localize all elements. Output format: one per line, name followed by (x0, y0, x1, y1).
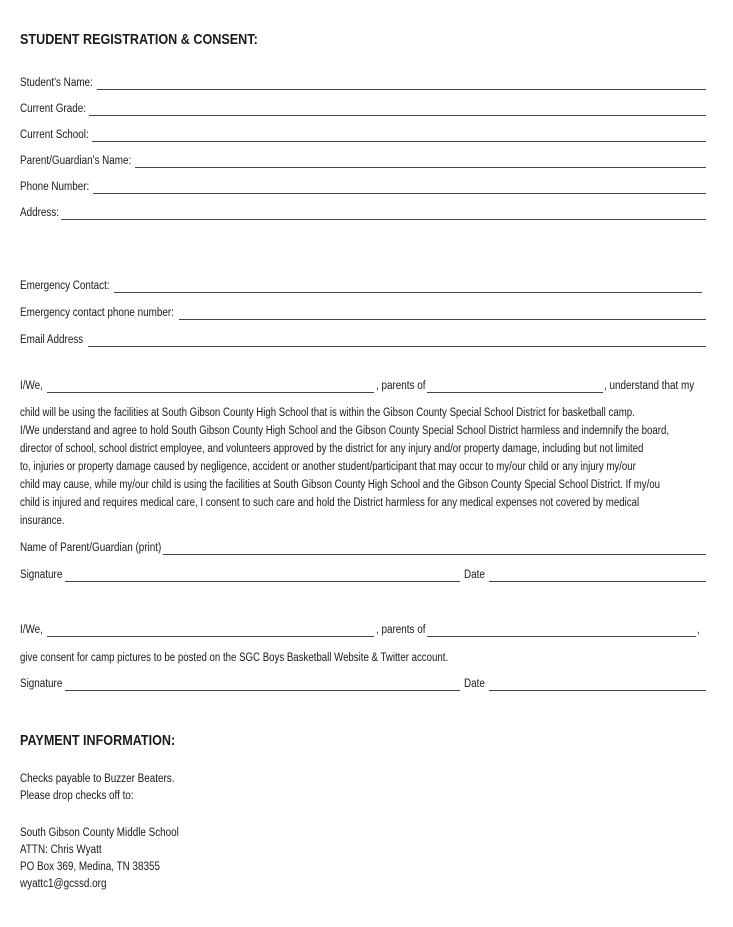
emergency-contact-label: Emergency Contact: (20, 280, 110, 292)
consent2-signature-field[interactable] (65, 679, 460, 691)
consent2-date-label: Date (464, 678, 486, 690)
emergency-phone-field[interactable] (179, 308, 706, 320)
payment-line-1: Checks payable to Buzzer Beaters. (20, 773, 175, 785)
consent2-text-block (20, 649, 710, 667)
consent1-parents-of-label: , parents of (375, 380, 426, 392)
phone-number-row (20, 180, 706, 194)
consent2-signature-row (20, 677, 706, 691)
payment-line-2: Please drop checks off to: (20, 790, 134, 802)
consent1-signature-row (20, 568, 706, 582)
consent1-iwe-label: I/We, (20, 380, 43, 392)
consent2-end-comma: , (696, 624, 700, 636)
consent1-signature-field[interactable] (65, 570, 460, 582)
current-grade-field[interactable] (89, 104, 706, 116)
email-field[interactable] (88, 335, 706, 347)
parent-name-row (20, 154, 706, 168)
consent1-line-7: insurance. (20, 515, 65, 527)
current-grade-label: Current Grade: (20, 103, 86, 115)
current-school-label: Current School: (20, 129, 89, 141)
consent1-understand-label: , understand that my (604, 380, 695, 392)
consent2-iwe-label: I/We, (20, 624, 43, 636)
consent2-text: give consent for camp pictures to be posted on the SGC Boys Basketball Website & Twitter account. (20, 652, 449, 664)
consent2-parents-row (20, 623, 700, 637)
payment-instructions (20, 770, 200, 804)
phone-number-field[interactable] (93, 182, 706, 194)
emergency-contact-field[interactable] (114, 281, 702, 293)
consent1-paragraph (20, 404, 710, 530)
student-name-row (20, 76, 706, 90)
current-school-row (20, 128, 706, 142)
consent1-parents-row (20, 379, 704, 393)
registration-heading: STUDENT REGISTRATION & CONSENT: (20, 31, 258, 48)
consent1-parent-print-label: Name of Parent/Guardian (print) (20, 542, 162, 554)
payment-address (20, 824, 205, 892)
payment-po-box: PO Box 369, Medina, TN 38355 (20, 861, 161, 873)
consent1-line-1: child will be using the facilities at South Gibson County High School that is within the Gibson County Special School District for basketball camp. (20, 407, 635, 419)
parent-name-field[interactable] (135, 156, 706, 168)
email-label: Email Address (20, 334, 84, 346)
emergency-phone-label: Emergency contact phone number: (20, 307, 174, 319)
payment-heading: PAYMENT INFORMATION: (20, 732, 176, 749)
emergency-phone-row (20, 306, 706, 320)
payment-attn: ATTN: Chris Wyatt (20, 844, 102, 856)
address-row (20, 206, 706, 220)
emergency-contact-row (20, 279, 702, 293)
consent1-line-4: to, injuries or property damage caused by negligence, accident or another student/participant that may occur to my/our child or any injury my/our (20, 461, 636, 473)
consent1-line-5: child may cause, while my/our child is using the facilities at South Gibson County High School and the Gibson County Special School District. If my/ou (20, 479, 661, 491)
consent1-parent-print-row (20, 541, 706, 555)
student-name-field[interactable] (97, 78, 706, 90)
consent1-signature-label: Signature (20, 569, 63, 581)
consent1-line-6: child is injured and requires medical care, I consent to such care and hold the District harmless for any medical expenses not covered by medical (20, 497, 640, 509)
payment-email: wyattc1@gcssd.org (20, 878, 107, 890)
consent2-parent-names-field[interactable] (47, 625, 374, 637)
consent1-line-3: director of school, school district employee, and volunteers approved by the district for any injury and/or property damage, including but not limited (20, 443, 644, 455)
phone-number-label: Phone Number: (20, 181, 90, 193)
parent-name-label: Parent/Guardian's Name: (20, 155, 132, 167)
current-school-field[interactable] (92, 130, 706, 142)
current-grade-row (20, 102, 706, 116)
consent2-date-field[interactable] (489, 679, 706, 691)
consent2-signature-label: Signature (20, 678, 63, 690)
consent1-date-label: Date (464, 569, 486, 581)
payment-school: South Gibson County Middle School (20, 827, 179, 839)
consent2-child-name-field[interactable] (427, 625, 696, 637)
student-name-label: Student's Name: (20, 77, 93, 89)
consent1-line-2: I/We understand and agree to hold South Gibson County High School and the Gibson County Special School District harmless and indemnify the board, (20, 425, 670, 437)
consent2-parents-of-label: , parents of (375, 624, 426, 636)
email-row (20, 333, 706, 347)
consent1-child-name-field[interactable] (427, 381, 603, 393)
consent1-parent-names-field[interactable] (47, 381, 374, 393)
consent1-parent-print-field[interactable] (163, 543, 706, 555)
consent1-date-field[interactable] (489, 570, 706, 582)
address-label: Address: (20, 207, 60, 219)
address-field[interactable] (61, 208, 706, 220)
